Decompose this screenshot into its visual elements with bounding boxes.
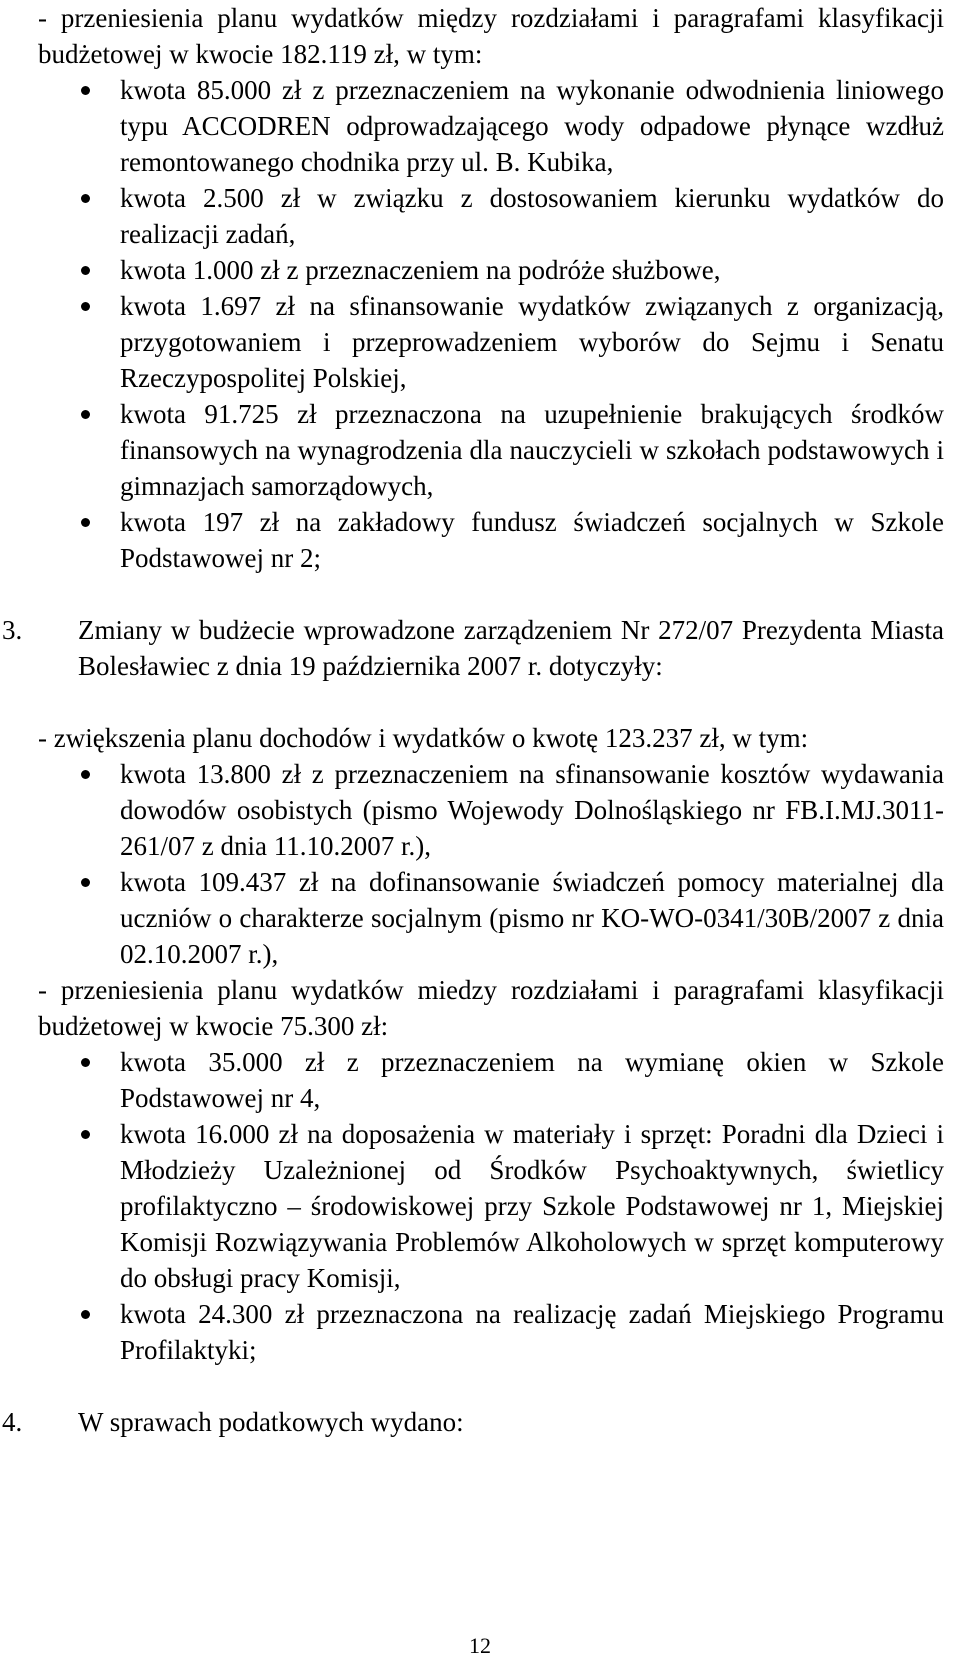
section-a-intro: - przeniesienia planu wydatków między rozdziałami i paragrafami klasyfikacji budżetowej w kwocie 182.119 zł, w tym: [38, 3, 944, 69]
bullet-icon [81, 86, 90, 95]
document-page [2, 0, 944, 1440]
point-4 [2, 1404, 944, 1440]
list-item: kwota 85.000 zł z przeznaczeniem na wykonanie odwodnienia liniowego typu ACCODREN odprowadzającego wody odpadowe płynące wzdłuż remontowanego chodnika przy ul. B. Kubika, [38, 72, 944, 180]
list-item: kwota 197 zł na zakładowy fundusz świadczeń socjalnych w Szkole Podstawowej nr 2; [38, 504, 944, 576]
list-item: kwota 13.800 zł z przeznaczeniem na sfinansowanie kosztów wydawania dowodów osobistych (pismo Wojewody Dolnośląskiego nr FB.I.MJ.3011-261/07 z dnia 11.10.2007 r.), [38, 756, 944, 864]
bullet-icon [81, 266, 90, 275]
list-item: kwota 24.300 zł przeznaczona na realizację zadań Miejskiego Programu Profilaktyki; [38, 1296, 944, 1368]
section-a-list [38, 72, 944, 576]
page-number: 12 [469, 1633, 491, 1658]
section-c-list [38, 1044, 944, 1368]
point-number: 4. [2, 1407, 23, 1437]
bullet-icon [81, 770, 90, 779]
bullet-icon [81, 878, 90, 887]
bullet-icon [81, 194, 90, 203]
bullet-icon [81, 1130, 90, 1139]
list-item: kwota 1.000 zł z przeznaczeniem na podróże służbowe, [38, 252, 944, 288]
section-c-intro: - przeniesienia planu wydatków miedzy rozdziałami i paragrafami klasyfikacji budżetowej w kwocie 75.300 zł: [38, 975, 944, 1041]
bullet-icon [81, 302, 90, 311]
list-item: kwota 109.437 zł na dofinansowanie świadczeń pomocy materialnej dla uczniów o charakterze socjalnym (pismo nr KO-WO-0341/30B/2007 z dnia 02.10.2007 r.), [38, 864, 944, 972]
bullet-icon [81, 518, 90, 527]
bullet-icon [81, 1310, 90, 1319]
point-number: 3. [2, 615, 23, 645]
section-b-intro: - zwiększenia planu dochodów i wydatków o kwotę 123.237 zł, w tym: [38, 723, 809, 753]
list-item: kwota 91.725 zł przeznaczona na uzupełnienie brakujących środków finansowych na wynagrodzenia dla nauczycieli w szkołach podstawowych i gimnazjach samorządowych, [38, 396, 944, 504]
bullet-icon [81, 410, 90, 419]
list-item: kwota 2.500 zł w związku z dostosowaniem kierunku wydatków do realizacji zadań, [38, 180, 944, 252]
list-item: kwota 35.000 zł z przeznaczeniem na wymianę okien w Szkole Podstawowej nr 4, [38, 1044, 944, 1116]
point-3 [2, 612, 944, 684]
bullet-icon [81, 1058, 90, 1067]
point-text: W sprawach podatkowych wydano: [78, 1407, 464, 1437]
list-item: kwota 16.000 zł na doposażenia w materiały i sprzęt: Poradni dla Dzieci i Młodzieży Uzależnionej od Środków Psychoaktywnych, świetlicy profilaktyczno – środowiskowej przy Szkole Podstawowej nr 1, Miejskiej Komisji Rozwiązywania Problemów Alkoholowych w sprzęt komputerowy do obsługi pracy Komisji, [38, 1116, 944, 1296]
point-text: Zmiany w budżecie wprowadzone zarządzeniem Nr 272/07 Prezydenta Miasta Bolesławiec z dnia 19 października 2007 r. dotyczyły: [78, 615, 944, 681]
list-item: kwota 1.697 zł na sfinansowanie wydatków związanych z organizacją, przygotowaniem i przeprowadzeniem wyborów do Sejmu i Senatu Rzeczypospolitej Polskiej, [38, 288, 944, 396]
section-b-list [38, 756, 944, 972]
